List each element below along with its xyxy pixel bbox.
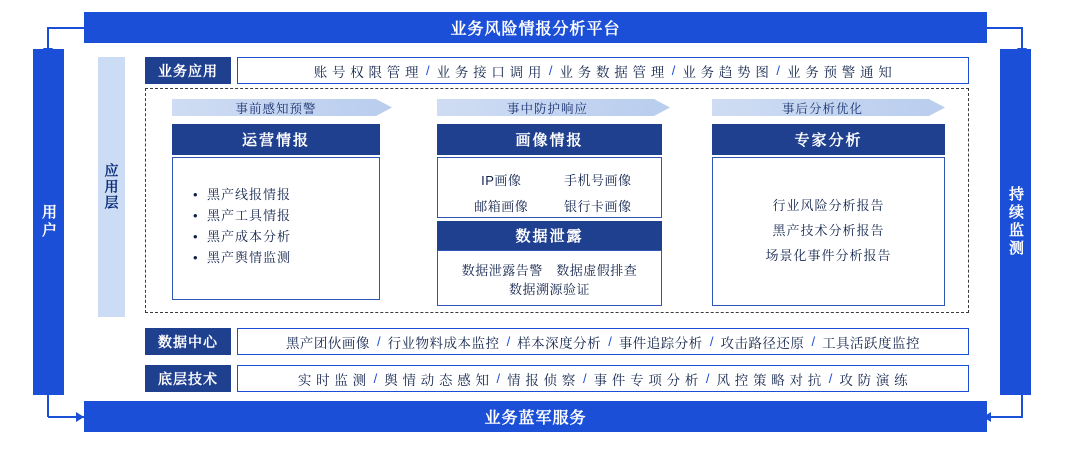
card-body-profile-intel (437, 157, 662, 218)
profile-item-1: 手机号画像 (563, 173, 632, 188)
separator-icon: / (373, 371, 378, 386)
separator-icon: / (776, 63, 781, 78)
separator-icon: / (811, 334, 816, 349)
data-leak-grid (438, 251, 661, 279)
profile-item-0: IP画像 (481, 173, 522, 188)
data-center-item-5: 工具活跃度监控 (822, 335, 921, 351)
card-header-profile-intel: 画像情报 (437, 124, 662, 155)
profile-intel-grid (438, 158, 661, 215)
row-label-base-tech: 底层技术 (145, 365, 231, 392)
pillar-monitoring-label: 持续监测 (1007, 186, 1024, 258)
separator-icon: / (705, 371, 710, 386)
separator-icon: / (425, 63, 430, 78)
pillar-monitoring (1000, 49, 1031, 395)
row-label-business-app: 业务应用 (145, 57, 231, 84)
card-header-expert-analysis: 专家分析 (712, 124, 945, 155)
separator-icon: / (548, 63, 553, 78)
business-app-item-2: 业 务 数 据 管 理 (559, 64, 665, 80)
base-tech-item-1: 舆 情 动 态 感 知 (384, 372, 490, 388)
list-item: • 黑产线报情报 (207, 184, 379, 205)
row-box-base-tech (237, 365, 969, 392)
base-tech-item-2: 情 报 侦 察 (507, 372, 576, 388)
profile-item-2: 邮箱画像 (474, 199, 529, 214)
card-header-data-leak: 数据泄露 (437, 221, 662, 250)
arrow-bottom-left (76, 412, 84, 422)
data-leak-item-2: 数据溯源验证 (508, 282, 590, 297)
data-center-item-3: 事件追踪分析 (618, 335, 703, 351)
phase-arrow-1 (437, 99, 670, 116)
phase-label-1: 事中防护响应 (506, 101, 588, 116)
phase-label-0: 事前感知预警 (235, 101, 317, 116)
connector-left-bottom-vert (47, 393, 49, 417)
operation-intel-list (173, 158, 379, 268)
base-tech-item-4: 风 控 策 略 对 抗 (716, 372, 822, 388)
connector-top-left (48, 27, 84, 29)
separator-icon: / (671, 63, 676, 78)
connector-bottom-right (987, 416, 1023, 418)
base-tech-item-5: 攻 防 演 练 (839, 372, 909, 388)
list-item: 场景化事件分析报告 (765, 248, 892, 263)
separator-icon: / (828, 371, 833, 386)
phase-arrow-2 (712, 99, 945, 116)
separator-icon: / (709, 334, 714, 349)
data-leak-item-0: 数据泄露告警 (461, 263, 543, 278)
separator-icon: / (506, 334, 511, 349)
list-item: • 黑产工具情报 (207, 205, 379, 226)
card-header-operation-intel: 运营情报 (172, 124, 380, 155)
business-app-item-0: 账 号 权 限 管 理 (313, 64, 419, 80)
business-app-item-1: 业 务 接 口 调 用 (436, 64, 542, 80)
list-item: 黑产技术分析报告 (772, 223, 885, 238)
app-layer-band (98, 57, 125, 317)
row-label-data-center: 数据中心 (145, 328, 231, 355)
card-body-operation-intel (172, 157, 380, 300)
phase-arrow-0 (172, 99, 392, 116)
list-item: • 黑产成本分析 (207, 226, 379, 247)
data-center-item-2: 样本深度分析 (517, 335, 602, 351)
separator-icon: / (376, 334, 381, 349)
card-body-data-leak (437, 250, 662, 306)
pillar-user (33, 49, 64, 395)
app-layer-label: 应用层 (103, 163, 120, 211)
bottom-service-bar: 业务蓝军服务 (84, 401, 987, 432)
base-tech-item-3: 事 件 专 项 分 析 (593, 372, 699, 388)
pillar-user-label: 用户 (40, 204, 57, 240)
connector-top-right (987, 27, 1023, 29)
data-center-item-0: 黑产团伙画像 (285, 335, 370, 351)
data-center-item-4: 攻击路径还原 (720, 335, 805, 351)
base-tech-item-0: 实 时 监 测 (297, 372, 367, 388)
separator-icon: / (608, 334, 612, 349)
list-item: • 黑产舆情监测 (207, 247, 379, 268)
card-body-expert-analysis (712, 157, 945, 306)
expert-analysis-list (713, 158, 944, 268)
list-item: 行业风险分析报告 (772, 198, 885, 213)
separator-icon: / (582, 371, 587, 386)
row-box-data-center (237, 328, 969, 355)
row-box-business-app (237, 57, 969, 84)
data-center-item-1: 行业物料成本监控 (387, 335, 500, 351)
connector-right-bottom-vert (1021, 393, 1023, 417)
data-leak-item-1: 数据虚假排查 (556, 263, 638, 278)
separator-icon: / (496, 371, 501, 386)
profile-item-3: 银行卡画像 (563, 199, 632, 214)
business-app-item-3: 业 务 趋 势 图 (682, 64, 770, 80)
business-app-item-4: 业 务 预 警 通 知 (787, 64, 893, 80)
platform-title: 业务风险情报分析平台 (84, 12, 987, 43)
phase-label-2: 事后分析优化 (781, 101, 863, 116)
